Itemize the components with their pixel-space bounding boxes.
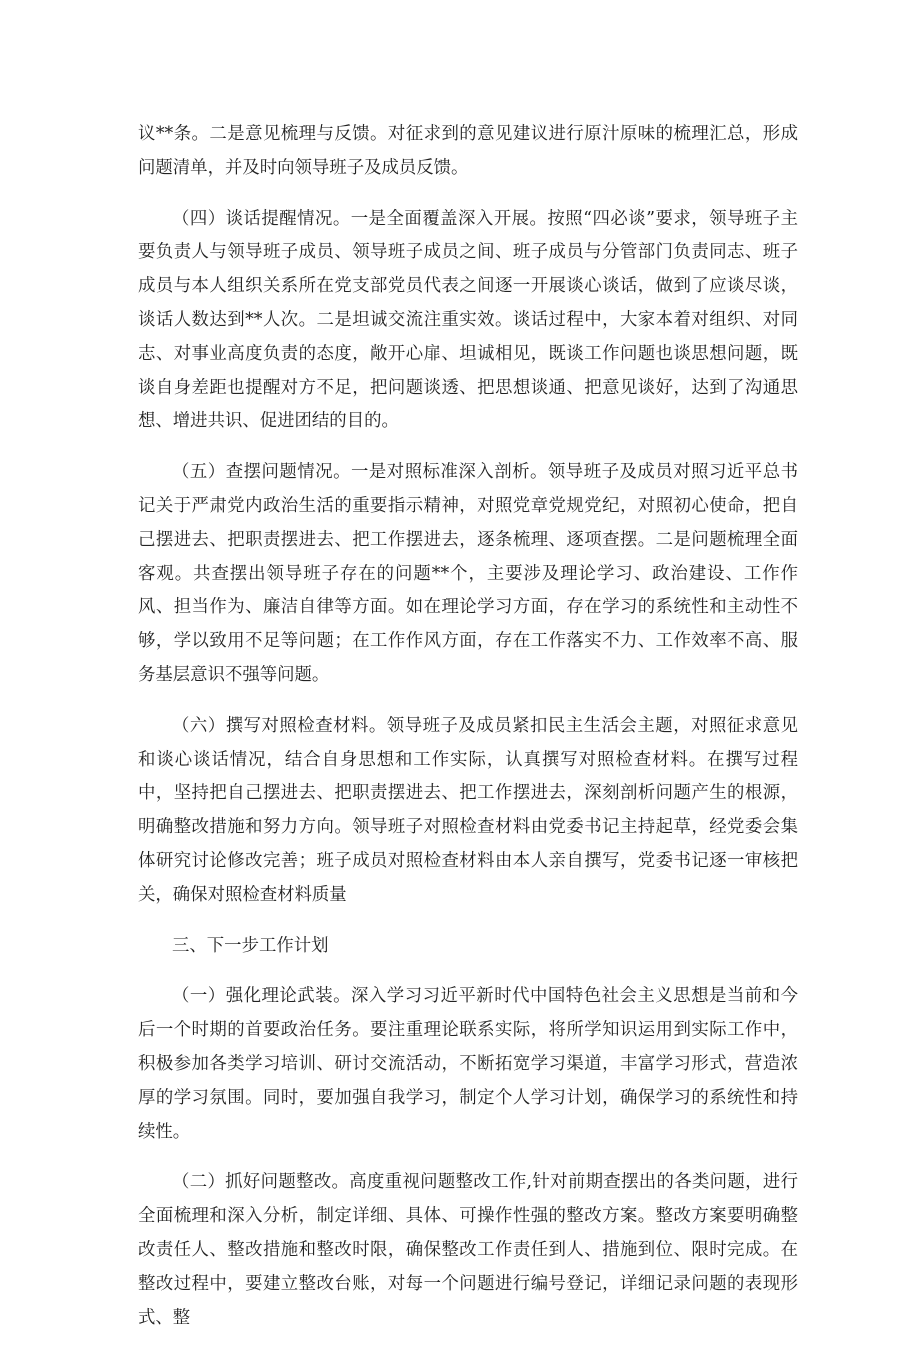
paragraph-self-check-material: （六）撰写对照检查材料。领导班子及成员紧扣民主生活会主题，对照征求意见和谈心谈话情况，结合自身思想和工作实际，认真撰写对照检查材料。在撰写过程中，坚持把自己摆进去、把职责摆进去、把工作摆进去，深刻剖析问题产生的根源，明确整改措施和努力方向。领导班子对照检查材料由党委书记主持起草，经党委会集体研究讨论修改完善；班子成员对照检查材料由本人亲自撰写，党委书记逐一审核把关，确保对照检查材料质量 [138, 715, 798, 905]
document-body [138, 118, 798, 1352]
paragraph-talk-reminder: （四）谈话提醒情况。一是全面覆盖深入开展。按照“四必谈”要求，领导班子主要负责人与领导班子成员、领导班子成员之间、班子成员与分管部门负责同志、班子成员与本人组织关系所在党支部党员代表之间逐一开展谈心谈话，做到了应谈尽谈，谈话人数达到**人次。二是坦诚交流注重实效。谈话过程中，大家本着对组织、对同志、对事业高度负责的态度，敞开心扉、坦诚相见，既谈工作问题也谈思想问题，既谈自身差距也提醒对方不足，把问题谈透、把思想谈通、把意见谈好，达到了沟通思想、增进共识、促进团结的目的。 [138, 208, 798, 432]
paragraph-theory-study: （一）强化理论武装。深入学习习近平新时代中国特色社会主义思想是当前和今后一个时期的首要政治任务。要注重理论联系实际，将所学知识运用到实际工作中，积极参加各类学习培训、研讨交流活动，不断拓宽学习渠道，丰富学习形式，营造浓厚的学习氛围。同时，要加强自我学习，制定个人学习计划，确保学习的系统性和持续性。 [138, 986, 798, 1142]
paragraph-problem-check: （五）查摆问题情况。一是对照标准深入剖析。领导班子及成员对照习近平总书记关于严肃党内政治生活的重要指示精神，对照党章党规党纪，对照初心使命，把自己摆进去、把职责摆进去、把工作摆进去，逐条梳理、逐项查摆。二是问题梳理全面客观。共查摆出领导班子存在的问题**个，主要涉及理论学习、政治建设、工作作风、担当作为、廉洁自律等方面。如在理论学习方面，存在学习的系统性和主动性不够，学以致用不足等问题；在工作作风方面，存在工作落实不力、工作效率不高、服务基层意识不强等问题。 [138, 462, 798, 685]
paragraph-rectification: （二）抓好问题整改。高度重视问题整改工作,针对前期查摆出的各类问题，进行全面梳理和深入分析，制定详细、具体、可操作性强的整改方案。整改方案要明确整改责任人、整改措施和整改时限，确保整改工作责任到人、措施到位、限时完成。在整改过程中，要建立整改台账，对每一个问题进行编号登记，详细记录问题的表现形式、整 [138, 1172, 798, 1328]
section-heading-next-plan: 三、下一步工作计划 [172, 935, 329, 956]
paragraph-opinion-feedback: 议**条。二是意见梳理与反馈。对征求到的意见建议进行原汁原味的梳理汇总，形成问题清单，并及时向领导班子及成员反馈。 [138, 124, 798, 178]
